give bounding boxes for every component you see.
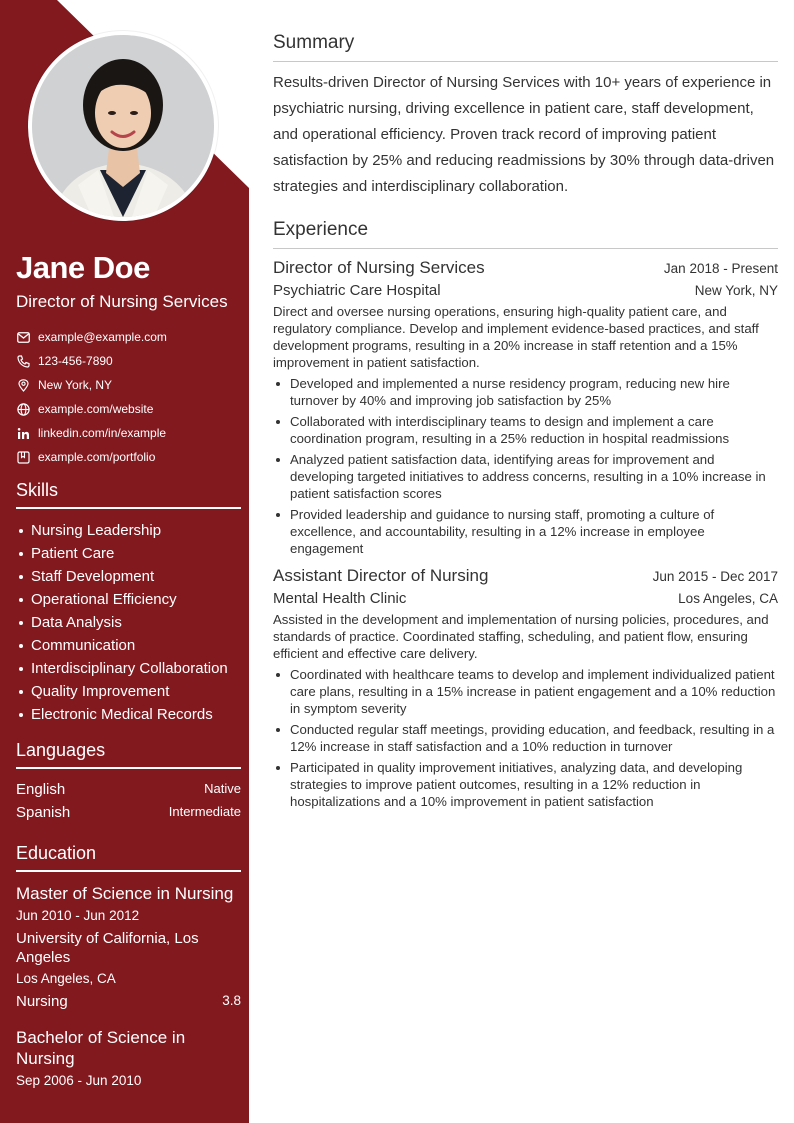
language-level: Intermediate: [168, 804, 241, 819]
education-degree: Master of Science in Nursing: [16, 884, 234, 903]
bullet-dot: [276, 420, 280, 424]
bullet-dot: [276, 766, 280, 770]
bullet-text: Conducted regular staff meetings, providing education, and feedback, resulting in a 12% increase in staff satisfaction and a 10% reduction in turnover: [290, 722, 775, 754]
bullet-dot: [276, 513, 280, 517]
contact-website-text: example.com/website: [38, 402, 154, 416]
list-item: [273, 666, 778, 717]
sidebar: [0, 0, 249, 1123]
bullet-dot: [19, 552, 23, 556]
education-dates: Jun 2010 - Jun 2012: [16, 908, 140, 923]
experience-section: [273, 219, 778, 814]
bullet-dot: [276, 728, 280, 732]
education-dates: Sep 2006 - Jun 2010: [16, 1073, 142, 1088]
skill-item: [16, 680, 246, 703]
bullet-text: Participated in quality improvement initiatives, analyzing data, and developing strategies to improve patient outcomes, resulting in a 12% reduction in hospitalizations and a 10% improvement in patient satisfaction: [290, 760, 743, 809]
bullet-dot: [276, 673, 280, 677]
skills-list: [16, 519, 246, 726]
skill-item: [16, 703, 246, 726]
job-organization: Psychiatric Care Hospital: [273, 282, 441, 299]
envelope-icon: [16, 330, 31, 345]
summary-text: Results-driven Director of Nursing Services with 10+ years of experience in psychiatric nursing, driving excellence in patient care, staff development, and operational efficiency. Proven track record of improving patient satisfaction by 25% and reducing readmissions by 30% through data-driven strategies and interdisciplinary collaboration.: [273, 74, 775, 195]
contact-portfolio[interactable]: [16, 445, 241, 469]
education-school: University of California, Los Angeles: [16, 930, 199, 966]
job-org-row: [273, 590, 778, 607]
skill-item: [16, 565, 246, 588]
bullet-dot: [19, 690, 23, 694]
bullet-dot: [19, 598, 23, 602]
education-entry: [16, 883, 241, 1010]
education-gpa: 3.8: [222, 993, 241, 1008]
language-name: Spanish: [16, 804, 71, 821]
bullet-dot: [276, 458, 280, 462]
summary-section: [273, 32, 778, 200]
summary-heading: Summary: [273, 32, 778, 62]
job-organization: Mental Health Clinic: [273, 590, 407, 607]
language-name: English: [16, 781, 66, 798]
job-location: New York, NY: [694, 283, 778, 298]
globe-icon: [16, 402, 31, 417]
languages-heading: Languages: [16, 740, 241, 769]
bullet-text: Collaborated with interdisciplinary teams to design and implement a care coordination program, resulting in a 25% reduction in hospital readmissions: [290, 414, 730, 446]
contact-website[interactable]: [16, 397, 241, 421]
skill-item: [16, 519, 246, 542]
bullet-dot: [19, 575, 23, 579]
list-item: [273, 451, 778, 502]
bullet-dot: [19, 713, 23, 717]
job-dates: Jan 2018 - Present: [663, 261, 778, 276]
contact-linkedin-text: linkedin.com/in/example: [38, 426, 167, 440]
job-bullet-list: [273, 375, 778, 557]
skill-label: Quality Improvement: [31, 683, 170, 700]
phone-icon: [16, 354, 31, 369]
job-org-row: [273, 282, 778, 299]
skill-label: Staff Development: [31, 568, 155, 585]
contact-list: [16, 325, 241, 469]
skill-item: [16, 634, 246, 657]
job-bullet-list: [273, 666, 778, 810]
skills-heading: Skills: [16, 480, 241, 509]
skill-label: Patient Care: [31, 545, 115, 562]
job-location: Los Angeles, CA: [678, 591, 778, 606]
contact-email-text: example@example.com: [38, 330, 167, 344]
skill-item: [16, 657, 246, 680]
bullet-dot: [19, 529, 23, 533]
skill-label: Nursing Leadership: [31, 522, 162, 539]
skill-item: [16, 542, 246, 565]
person-name: Jane Doe: [16, 250, 150, 285]
contact-location-text: New York, NY: [38, 378, 113, 392]
contact-portfolio-text: example.com/portfolio: [38, 450, 156, 464]
avatar: [32, 35, 214, 217]
person-role: Director of Nursing Services: [16, 292, 228, 311]
bullet-dot: [19, 667, 23, 671]
location-pin-icon: [16, 378, 31, 393]
language-row: [16, 781, 241, 798]
contact-linkedin[interactable]: [16, 421, 241, 445]
job-dates: Jun 2015 - Dec 2017: [652, 569, 778, 584]
education-field: Nursing: [16, 993, 68, 1010]
contact-location: [16, 373, 241, 397]
language-row: [16, 804, 241, 821]
job-title: Director of Nursing Services: [273, 258, 485, 277]
list-item: [273, 506, 778, 557]
bullet-text: Provided leadership and guidance to nursing staff, promoting a culture of excellence, and accountability, resulting in a 12% increase in employee engagement: [290, 507, 715, 556]
contact-email[interactable]: [16, 325, 241, 349]
list-item: [273, 759, 778, 810]
education-location: Los Angeles, CA: [16, 971, 116, 986]
bookmark-icon: [16, 450, 31, 465]
job-description: Direct and oversee nursing operations, ensuring high-quality patient care, and regulatory compliance. Develop and implement evidence-based practices, and staff development programs, resulting in a 20% increase in staff retention and a 15% improvement in patient satisfaction.: [273, 304, 759, 370]
education-heading: Education: [16, 843, 241, 872]
skill-label: Interdisciplinary Collaboration: [31, 660, 228, 677]
list-item: [273, 375, 778, 409]
language-level: Native: [204, 781, 241, 796]
bullet-dot: [276, 382, 280, 386]
job-header: [273, 258, 778, 278]
bullet-text: Analyzed patient satisfaction data, identifying areas for improvement and developing targeted initiatives to address concerns, resulting in a 10% increase in patient satisfaction scores: [290, 452, 766, 501]
job-description: Assisted in the development and implementation of nursing policies, procedures, and standards of practice. Coordinated staffing, scheduling, and patient flow, ensuring efficient and effective care delivery.: [273, 612, 769, 661]
education-degree: Bachelor of Science in Nursing: [16, 1028, 186, 1068]
education-field-row: [16, 993, 241, 1010]
job-title: Assistant Director of Nursing: [273, 566, 489, 585]
contact-phone[interactable]: [16, 349, 241, 373]
skill-label: Communication: [31, 637, 136, 654]
linkedin-icon: [16, 426, 31, 441]
bullet-dot: [19, 644, 23, 648]
bullet-text: Coordinated with healthcare teams to develop and implement individualized patient care plans, resulting in a 15% increase in patient engagement and a 10% reduction in symptom severity: [290, 667, 776, 716]
skill-label: Operational Efficiency: [31, 591, 177, 608]
education-entry: [16, 1027, 241, 1090]
bullet-dot: [19, 621, 23, 625]
skill-label: Electronic Medical Records: [31, 706, 213, 723]
job-header: [273, 566, 778, 586]
list-item: [273, 413, 778, 447]
contact-phone-text: 123-456-7890: [38, 354, 113, 368]
list-item: [273, 721, 778, 755]
job-entry: [273, 258, 778, 557]
bullet-text: Developed and implemented a nurse residency program, reducing new hire turnover by 40% and improving job satisfaction by 25%: [290, 376, 730, 408]
skill-item: [16, 611, 246, 634]
skill-item: [16, 588, 246, 611]
job-entry: [273, 566, 778, 810]
experience-heading: Experience: [273, 219, 778, 249]
skill-label: Data Analysis: [31, 614, 122, 631]
